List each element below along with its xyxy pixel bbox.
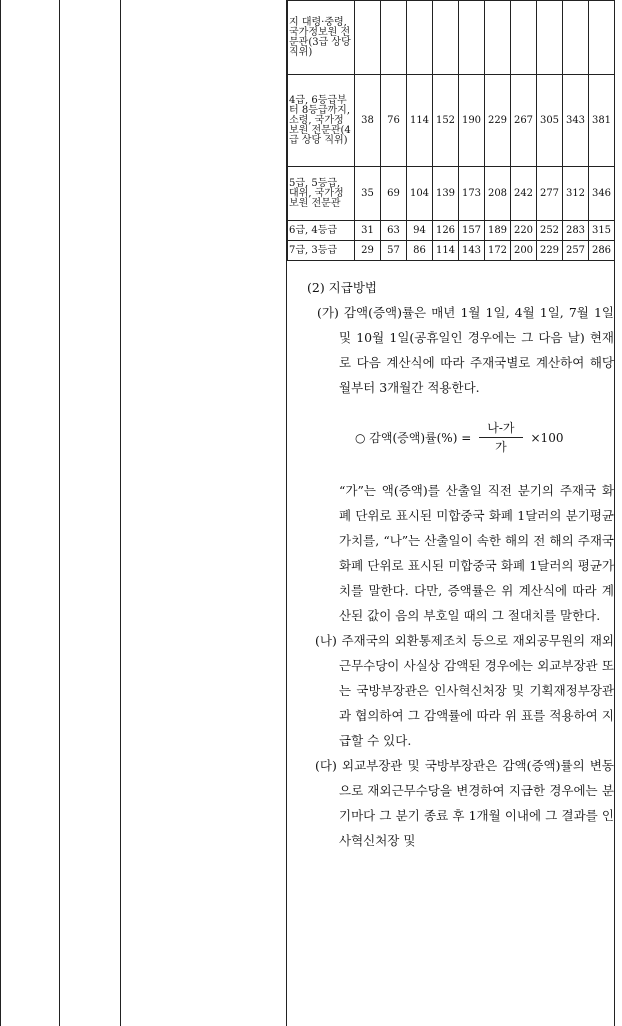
table-cell: 343 [563,75,589,167]
formula-numerator: 나-가 [479,420,522,438]
table-cell: 114 [407,75,433,167]
item-ga: (가) 감액(증액)률은 매년 1월 1일, 4월 1일, 7월 1일 및 10월 1일(공휴일인 경우에는 그 다음 날) 현재로 다음 계산식에 따라 주재국별로 계산하여 해당 월부터 3개월간 적용한다. [317,305,614,395]
table-cell: 38 [355,75,381,167]
table-cell: 104 [407,167,433,221]
column-rule-3 [120,0,121,1026]
table-cell: 242 [511,167,537,221]
formula [355,420,614,456]
row-label: 4급, 6등급부터 8등급까지, 소령, 국가정보원 전문관(4급 상당 직위) [288,75,355,167]
table-cell [485,1,511,75]
item-na: (나) 주재국의 외환통제조치 등으로 재외공무원의 재외근무수당이 사실상 감액된 경우에는 외교부장관 또는 국방부장관은 인사혁신처장 및 기획재정부장관과 협의하여 그 감액률에 따라 위 표를 적용하여 지급할 수 있다. [315,633,614,748]
table-cell: 157 [459,221,485,241]
table-cell: 305 [537,75,563,167]
column-rule-2 [59,0,60,1026]
formula-denominator: 가 [495,440,507,454]
table-cell [355,1,381,75]
table-cell [407,1,433,75]
table-cell: 139 [433,167,459,221]
table-row [288,241,615,261]
table-cell [459,1,485,75]
row-label: 5급, 5등급, 대위, 국가정보원 전문관 [288,167,355,221]
table-cell: 190 [459,75,485,167]
table-row [288,75,615,167]
payment-method-section [287,275,614,853]
table-cell [537,1,563,75]
table-cell [563,1,589,75]
table-cell: 252 [537,221,563,241]
table-row [288,167,615,221]
table-cell: 126 [433,221,459,241]
section-heading: (2) 지급방법 [307,280,377,295]
table-cell [511,1,537,75]
table-cell: 86 [407,241,433,261]
table-cell: 57 [381,241,407,261]
table-cell: 94 [407,221,433,241]
table-cell: 31 [355,221,381,241]
table-cell: 229 [537,241,563,261]
table-cell: 286 [589,241,615,261]
table-cell: 312 [563,167,589,221]
table-cell: 220 [511,221,537,241]
table-cell: 277 [537,167,563,221]
table-cell [433,1,459,75]
column-rule-1 [0,0,1,1026]
table-cell: 208 [485,167,511,221]
table-cell: 69 [381,167,407,221]
table-cell: 172 [485,241,511,261]
table-cell: 200 [511,241,537,261]
formula-prefix: ○ 감액(증액)률(%) = [355,430,472,445]
table-cell: 257 [563,241,589,261]
table-cell: 76 [381,75,407,167]
table-cell: 152 [433,75,459,167]
table-cell: 381 [589,75,615,167]
formula-fraction [479,420,522,456]
table-cell: 346 [589,167,615,221]
table-cell [589,1,615,75]
table-cell: 114 [433,241,459,261]
document-body [287,0,614,853]
table-cell: 229 [485,75,511,167]
formula-suffix: ×100 [530,430,564,445]
table-cell: 189 [485,221,511,241]
table-cell: 315 [589,221,615,241]
table-cell: 35 [355,167,381,221]
formula-explanation: “가”는 액(증액)를 산출일 직전 분기의 주재국 화폐 단위로 표시된 미합중국 화폐 1달러의 분기평균가치를, “나”는 산출일이 속한 해의 전 해의 주재국 화폐 단위로 표시된 미합중국 화폐 1달러의 평균가치를 말한다. 다만, 증액률은 위 계산식에 따라 계산된 값이 음의 부호일 때의 그 절대치를 말한다. [339,483,614,623]
table-cell: 283 [563,221,589,241]
table-cell: 143 [459,241,485,261]
table-row [288,221,615,241]
row-label: 6급, 4등급 [288,221,355,241]
table-row [288,1,615,75]
row-label: 7급, 3등급 [288,241,355,261]
table-cell: 173 [459,167,485,221]
table-cell: 267 [511,75,537,167]
table-cell [381,1,407,75]
item-da: (다) 외교부장관 및 국방부장관은 감액(증액)률의 변동으로 재외근무수당을 변경하여 지급한 경우에는 분기마다 그 분기 종료 후 1개월 이내에 그 결과를 인사혁신처장 및 [315,758,614,848]
table-cell: 63 [381,221,407,241]
table-cell: 29 [355,241,381,261]
row-label: 지 대령·중령, 국가정보원 전문관(3급 상당 직위) [288,1,355,75]
rate-table [287,0,615,261]
